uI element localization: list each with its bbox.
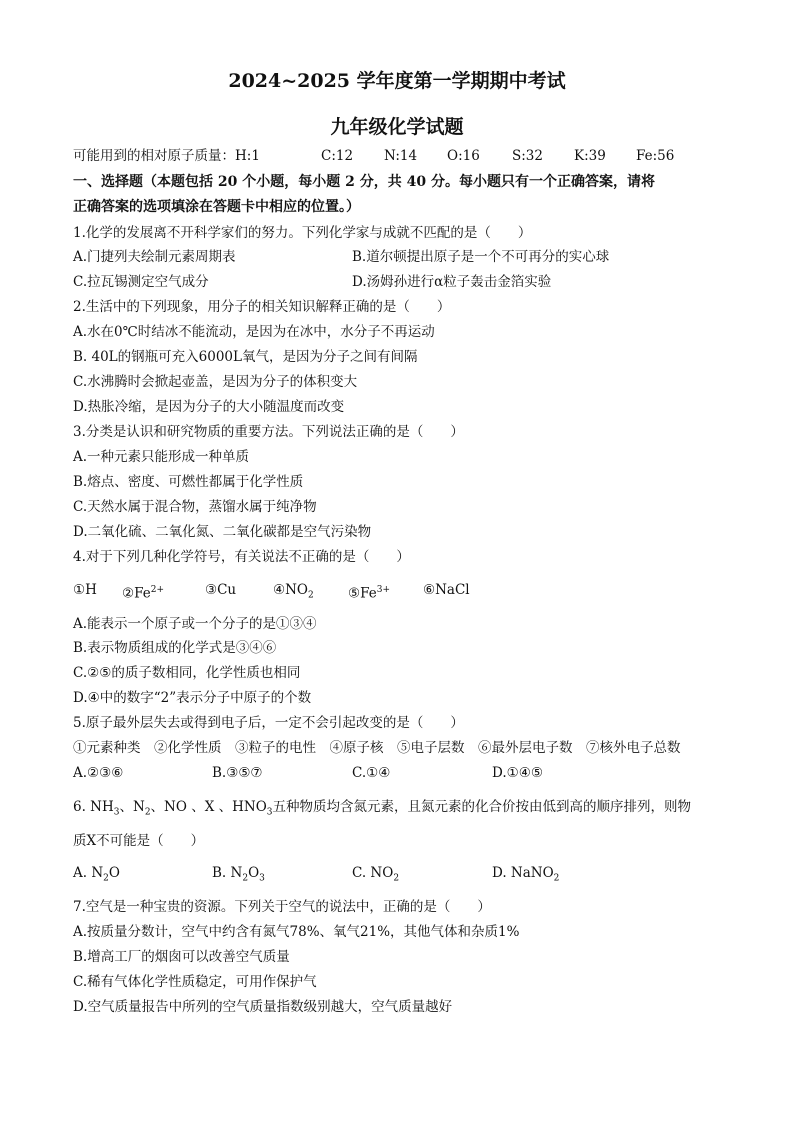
q4-symbol-3: ③Cu: [205, 582, 237, 598]
q4-symbol-5: $⑤Fe^{3+}$: [348, 585, 391, 602]
q7-option-a: A.按质量分数计，空气中约含有氮气78%、氧气21%，其他气体和杂质1%: [73, 924, 520, 940]
atomic-mass-item: N:14: [384, 148, 418, 164]
q4-symbol-1: ①H: [73, 582, 97, 598]
q5-items: ①元素种类 ②化学性质 ③粒子的电性 ④原子核 ⑤电子层数 ⑥最外层电子数 ⑦核外电子总数: [73, 740, 681, 756]
exam-subtitle: 九年级化学试题: [330, 116, 464, 138]
q2-option-b: B. 40L的钢瓶可充入6000L氧气，是因为分子之间有间隔: [73, 349, 418, 365]
q5-option-b: B.③⑤⑦: [212, 765, 263, 781]
q6-option-d: D. NaNO$_2$: [492, 865, 560, 884]
q5-option-a: A.②③⑥: [73, 765, 124, 781]
q4-symbol-6: ⑥NaCl: [423, 582, 470, 598]
q1-option-d: D.汤姆孙进行α粒子轰击金箔实验: [352, 274, 552, 290]
q3-option-d: D.二氧化硫、二氧化氮、二氧化碳都是空气污染物: [73, 524, 372, 540]
q7-option-c: C.稀有气体化学性质稳定，可用作保护气: [73, 974, 317, 990]
q4-option-b: B.表示物质组成的化学式是③④⑥: [73, 640, 277, 656]
q4-stem: 4.对于下列几种化学符号，有关说法不正确的是（ ）: [73, 549, 410, 565]
q6-option-c: C. $NO_2$: [352, 865, 400, 884]
q6-option-b: B. $N_2O_3$: [212, 865, 265, 884]
q3-option-a: A.一种元素只能形成一种单质: [73, 449, 250, 465]
q2-stem: 2.生活中的下列现象，用分子的相关知识解释正确的是（ ）: [73, 299, 451, 315]
q5-option-c: C.①④: [352, 765, 391, 781]
atomic-mass-item: H:1: [235, 148, 260, 164]
atomic-mass-item: Fe:56: [636, 148, 675, 164]
q7-option-b: B.增高工厂的烟囱可以改善空气质量: [73, 949, 290, 965]
q7-option-d: D.空气质量报告中所列的空气质量指数级别越大，空气质量越好: [73, 999, 453, 1015]
atomic-mass-item: K:39: [574, 148, 606, 164]
q3-option-b: B.熔点、密度、可燃性都属于化学性质: [73, 474, 304, 490]
section-heading-line2: 正确答案的选项填涂在答题卡中相应的位置。）: [73, 199, 360, 215]
q6-stem-line2: 质X不可能是（ ）: [73, 833, 205, 849]
exam-title: 2024~2025 学年度第一学期期中考试: [228, 70, 566, 92]
q6-stem: 6. $NH_3$、$N_2$、NO 、X 、$HNO_3$五种物质均含氮元素，且氮元素的化合价按由低到高的顺序排列，则物: [73, 799, 692, 818]
q7-stem: 7.空气是一种宝贵的资源。下列关于空气的说法中，正确的是（ ）: [73, 899, 491, 915]
q1-option-a: A.门捷列夫绘制元素周期表: [73, 249, 236, 265]
q4-symbol-4: $④NO_2$: [273, 582, 314, 601]
q2-option-d: D.热胀冷缩，是因为分子的大小随温度而改变: [73, 399, 345, 415]
q1-option-c: C.拉瓦锡测定空气成分: [73, 274, 209, 290]
q5-option-d: D.①④⑤: [492, 765, 543, 781]
atomic-mass-item: S:32: [512, 148, 543, 164]
q5-stem: 5.原子最外层失去或得到电子后，一定不会引起改变的是（ ）: [73, 715, 464, 731]
atomic-mass-item: O:16: [447, 148, 480, 164]
q4-option-a: A.能表示一个原子或一个分子的是①③④: [73, 616, 317, 632]
q1-stem: 1.化学的发展离不开科学家们的努力。下列化学家与成就不匹配的是（ ）: [73, 225, 532, 241]
q6-option-a: A. $N_2O$: [73, 865, 120, 884]
q4-option-c: C.②⑤的质子数相同，化学性质也相同: [73, 665, 301, 681]
section-heading-line1: 一、选择题（本题包括 20 个小题，每小题 2 分，共 40 分。每小题只有一个正确答案，请将: [73, 174, 655, 190]
q4-option-d: D.④中的数字“2”表示分子中原子的个数: [73, 690, 312, 706]
q1-option-b: B.道尔顿提出原子是一个不可再分的实心球: [352, 249, 610, 265]
q4-symbol-2: $②Fe^{2+}$: [122, 585, 165, 602]
q3-option-c: C.天然水属于混合物，蒸馏水属于纯净物: [73, 499, 317, 515]
atomic-mass-item: C:12: [321, 148, 354, 164]
atomic-mass-label: 可能用到的相对原子质量：: [73, 148, 235, 164]
q2-option-c: C.水沸腾时会掀起壶盖，是因为分子的体积变大: [73, 374, 358, 390]
q3-stem: 3.分类是认识和研究物质的重要方法。下列说法正确的是（ ）: [73, 424, 464, 440]
q2-option-a: A.水在0℃时结冰不能流动，是因为在冰中，水分子不再运动: [73, 324, 435, 340]
